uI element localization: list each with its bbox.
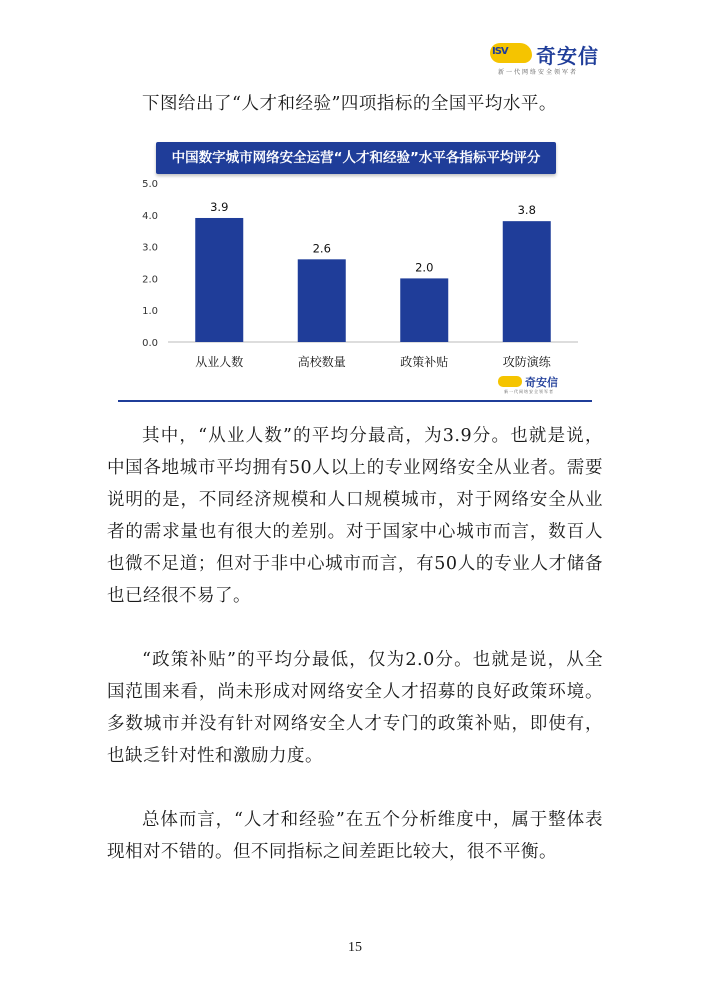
y-tick-label: 4.0 <box>142 210 158 222</box>
x-tick-label: 攻防演练 <box>502 355 551 369</box>
bar-chart <box>118 136 590 402</box>
chart-logo-mark <box>498 376 522 387</box>
bar-value-label: 3.9 <box>210 199 229 214</box>
bar-value-label: 3.8 <box>517 203 536 218</box>
logo-mark-text: ISV <box>492 46 508 57</box>
bar <box>503 221 551 342</box>
logo-slogan: 新一代网络安全领军者 <box>498 69 579 76</box>
x-tick-label: 从业人数 <box>195 355 244 369</box>
y-tick-label: 0.0 <box>142 338 158 349</box>
bar-value-label: 2.6 <box>312 241 331 256</box>
logo-name: 奇安信 <box>536 44 599 68</box>
chart-logo-name: 奇安信 <box>525 376 558 389</box>
paragraph-3: 总体而言，“人才和经验”在五个分析维度中，属于整体表现相对不错的。但不同指标之间差距比较大，很不平衡。 <box>107 810 603 862</box>
y-tick-label: 2.0 <box>142 274 158 286</box>
y-tick-label: 1.0 <box>142 306 158 318</box>
x-tick-label: 高校数量 <box>297 355 346 369</box>
chart-logo-slogan: 新一代网络安全领军者 <box>504 389 554 394</box>
paragraph-2: “政策补贴”的平均分最低，仅为2.0分。也就是说，从全国范围来看，尚未形成对网络安全人才招募的良好政策环境。多数城市并没有针对网络安全人才专门的政策补贴，即使有，也缺乏针对性和激励力度。 <box>107 650 603 766</box>
paragraph-1: 其中，“从业人数”的平均分最高，为3.9分。也就是说，中国各地城市平均拥有50人以上的专业网络安全从业者。需要说明的是，不同经济规模和人口规模城市，对于网络安全从业者的需求量也有很大的差别。对于国家中心城市而言，数百人也微不足道；但对于非中心城市而言，有50人的专业人才储备也已经很不易了。 <box>107 426 603 606</box>
intro-paragraph: 下图给出了“人才和经验”四项指标的全国平均水平。 <box>142 94 557 114</box>
bar-chart-plot <box>118 136 590 402</box>
chart-bottom-rule <box>118 400 592 402</box>
page-number: 15 <box>348 940 362 955</box>
y-tick-label: 3.0 <box>142 242 158 254</box>
bar-value-label: 2.0 <box>415 260 434 275</box>
bar <box>195 218 243 342</box>
chart-logo <box>498 374 588 394</box>
company-logo <box>478 40 608 80</box>
bar <box>298 259 346 342</box>
bar <box>400 278 448 342</box>
x-tick-label: 政策补贴 <box>400 355 449 369</box>
y-tick-label: 5.0 <box>142 179 158 190</box>
chart-title: 中国数字城市网络安全运营“人才和经验”水平各指标平均评分 <box>156 142 556 174</box>
